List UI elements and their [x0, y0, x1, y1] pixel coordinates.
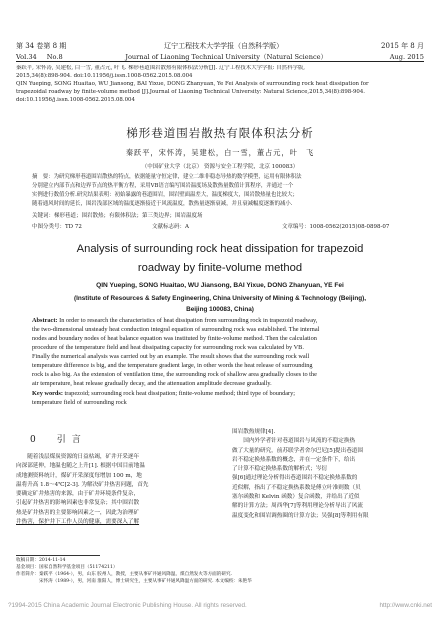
clc-number: 中图分类号：TD 72	[32, 224, 82, 230]
citation-line: QIN Yueping, SONG Huaitao, WU Jiansong, BAI Yixue, DONG Zhanyuan, Ye Fei Analysis of surrounding rock heat dissipation for	[16, 81, 369, 87]
body-column-left	[16, 428, 206, 527]
authors-cn: 秦跃平，宋怀涛，吴建松，白一雪，董占元，叶 飞	[125, 148, 315, 157]
footnote-received-date: 收稿日期：2014-11-14	[16, 558, 66, 563]
keywords-en-line: Key words: trapezoid; surrounding rock heat dissipation; finite-volume method; third type of boundary;	[32, 390, 296, 397]
journal-name-en: Journal of Liaoning Technical University（Natural Science）	[125, 53, 328, 61]
footnote-rule	[16, 555, 100, 556]
body-line: 近似解，指出了不稳定换热系数是傅立叶准则数（贝	[232, 484, 361, 491]
body-line: 引起矿井热害的影响因素也非常复杂；其中围岩散	[16, 500, 140, 507]
running-header-cn	[16, 41, 424, 51]
footnote-author-bio: 宋怀涛（1989-），男，河南 淮阳人，博士研究生，主要从事矿井通风降温方面的研究. 本文编校：朱艳华	[16, 579, 252, 584]
footnote-author-bio: 作者简介：秦跃平（1964-），男，山东 胶州人，教授，主要从事矿井通风降温、煤自然发火等方面的研究.	[16, 572, 232, 577]
body-line: 塞尔函数和 Kelvin 函数）复合函数，并给出了近似	[232, 494, 360, 501]
body-line: 围岩散热规律[4].	[232, 429, 276, 435]
body-line: 岩不稳定换热系数的概念，并在一定条件下，给出	[232, 456, 356, 463]
issue-date-en: Aug. 2015	[389, 53, 424, 61]
issue-date-cn: 2015 年 8 月	[381, 42, 424, 50]
journal-name-cn: 辽宁工程技术大学学报（自然科学版）	[164, 42, 284, 50]
keywords-label: Key words:	[32, 390, 63, 397]
copyright-notice: ?1994-2015 China Academic Journal Electronic Publishing House. All rights reserved.	[8, 602, 247, 609]
volume-en: Vol.34	[16, 53, 37, 61]
abstract-en-line: procedure of the temperature field and heat dissipating capacity for surrounding rock was calculated by VB.	[32, 344, 304, 351]
section-heading: 0 引言	[30, 435, 87, 445]
citation-line: 秦跃平, 宋怀涛, 吴建松, 白一雪, 董占元, 叶飞. 梯形巷道围岩散热有限体积法分析[J]. 辽宁工程技术大学学报: 自然科学版,	[16, 65, 305, 71]
body-line: 做了大量的研究，前苏联学者舍尔巴尼[5]提出巷道围	[232, 447, 363, 454]
abstract-cn-line: 摘 要：为研究梯形巷道围岩散热的特点，依据能量守恒定律，建立二维非稳态导热的数学模型，运用有限体积法	[32, 174, 302, 180]
abstract-cn-line: 实例进行数值分析.研究结果表明：初始暴露的巷道围岩，围岩壁面温差大，温度梯度大，围岩散热量也比较大；	[32, 192, 298, 198]
abstract-label: Abstract:	[32, 317, 58, 324]
abstract-en-line: air temperature, heat release gradually decay, and the attenuation amplitude decrease gradually.	[32, 380, 272, 387]
authors-en: QIN Yueping, SONG Huaitao, WU Jiansong, BAI Yixue, DONG Zhanyuan, YE Fei	[96, 282, 344, 289]
body-column-right	[232, 428, 422, 521]
body-line: 向深部延伸，地温也随之上升[1]. 根据中国目前地温	[16, 463, 145, 470]
affiliation-en-line: (Institute of Resources & Safety Engineering, China University of Mining & Technology (Beijing),	[73, 295, 367, 302]
body-line: 强[6]通过理论分析得出巷道围岩不稳定换热系数的	[232, 475, 358, 482]
affiliation-cn: （中国矿业大学（北京） 资源与安全工程学院，北京 100083）	[141, 164, 299, 170]
body-line: 井热害，保护井下工作人员的健康，需要深入了解	[16, 519, 140, 526]
classification-row	[32, 222, 408, 230]
body-line: 热是矿井热害的主要影响因素之一，因此为治理矿	[16, 509, 140, 516]
abstract-en-line: Abstract: In order to research the characteristics of heat dissipation from surrounding rock in trapezoid roadway,	[32, 317, 318, 324]
abstract-en-line: temperature difference is big, and the temperature gradient large, in other words the heat release of surrounding	[32, 362, 313, 369]
abstract-en-line: Finally the numerical analysis was carried out by an example. The result shows that the surrounding rock wall	[32, 353, 310, 360]
article-number: 文章编号：1008-0562(2015)08-0898-07	[282, 224, 390, 230]
cnki-link[interactable]: http://www.cnki.net	[379, 602, 432, 609]
keywords-cn: 关键词：梯形巷道；围岩散热；有限体积法；第三类边界；围岩温度场	[32, 213, 203, 219]
abstract-en-line: the two-dimensional unsteady heat conduction integral equation of surrounding rock was established. The internal	[32, 326, 320, 333]
issue-en: No.8	[46, 53, 63, 61]
page-footer	[8, 602, 432, 609]
body-line: 成地测资料统计，煤矿开采深度每增加 100 m，地	[16, 472, 142, 479]
body-line: 温度变化和围岩调热圈的计算方法；吴强[8]等利用有限	[232, 512, 369, 519]
citation-line: 2015,34(8):898-904. doi:10.11956/j.issn.1008-0562.2015.08.004	[16, 73, 193, 79]
body-line: 随着浅层煤炭资源的日益枯竭，矿井开采逐年	[16, 454, 140, 460]
title-en-line: roadway by finite-volume method	[137, 262, 303, 274]
body-line: 解的计算方法；周西华[7]等利用理论分析导出了风流	[232, 503, 363, 510]
document-code: 文献标志码：A	[152, 224, 189, 230]
citation-line: doi:10.11956/j.issn.1008-0562.2015.08.004	[16, 97, 135, 103]
body-line: 国内外学者针对巷道围岩与风流的不稳定换热	[232, 438, 356, 445]
abstract-en-line: rock is also big. As the extension of ventilation time, the surrounding rock of shallow area gradually closes to the	[32, 371, 317, 378]
abstract-en-line: nodes and boundary nodes of heat balance equation was instituted by finite-volume method. Then the calculation	[32, 335, 317, 342]
volume-issue-cn: 第 34 卷第 8 期	[16, 42, 67, 50]
header-rule	[16, 61, 424, 62]
body-line: 要确定矿井热害的来源，由于矿井环境条件复杂，	[16, 491, 140, 498]
body-line: 温将升高 1.8～4℃[2-3]. 为解决矿井热害问题，首先	[16, 481, 149, 488]
affiliation-en-line: Beijing 100083, China)	[186, 306, 254, 313]
title-en-line: Analysis of surrounding rock heat dissipation for trapezoid	[76, 243, 364, 255]
citation-line: trapezoidal roadway by finite-volume method [J].Journal of Liaoning Technical University: Natural Science,2015,34(8):898-904.	[16, 89, 366, 95]
abstract-cn-line: 随着通风时间的延长，围岩浅部区域的温度逐渐接近于风流温度，散热量逐渐衰减，并且衰减幅度逐渐的减小.	[32, 201, 293, 207]
title-cn: 梯形巷道围岩散热有限体积法分析	[126, 126, 314, 140]
body-line: 了计算不稳定换热系数的解析式；岑衍	[232, 466, 328, 473]
footnote-funding: 基金项目：国家自然科学基金项目（51174211）	[16, 565, 118, 570]
abstract-cn-line: 分别建立内部节点和边界节点的热平衡方程，采用VB语言编写围岩温度场及散热量数值计算程序，并通过一个	[32, 183, 294, 189]
keywords-en-line: temperature field of surrounding rock	[32, 399, 127, 406]
running-header-en	[16, 51, 424, 61]
